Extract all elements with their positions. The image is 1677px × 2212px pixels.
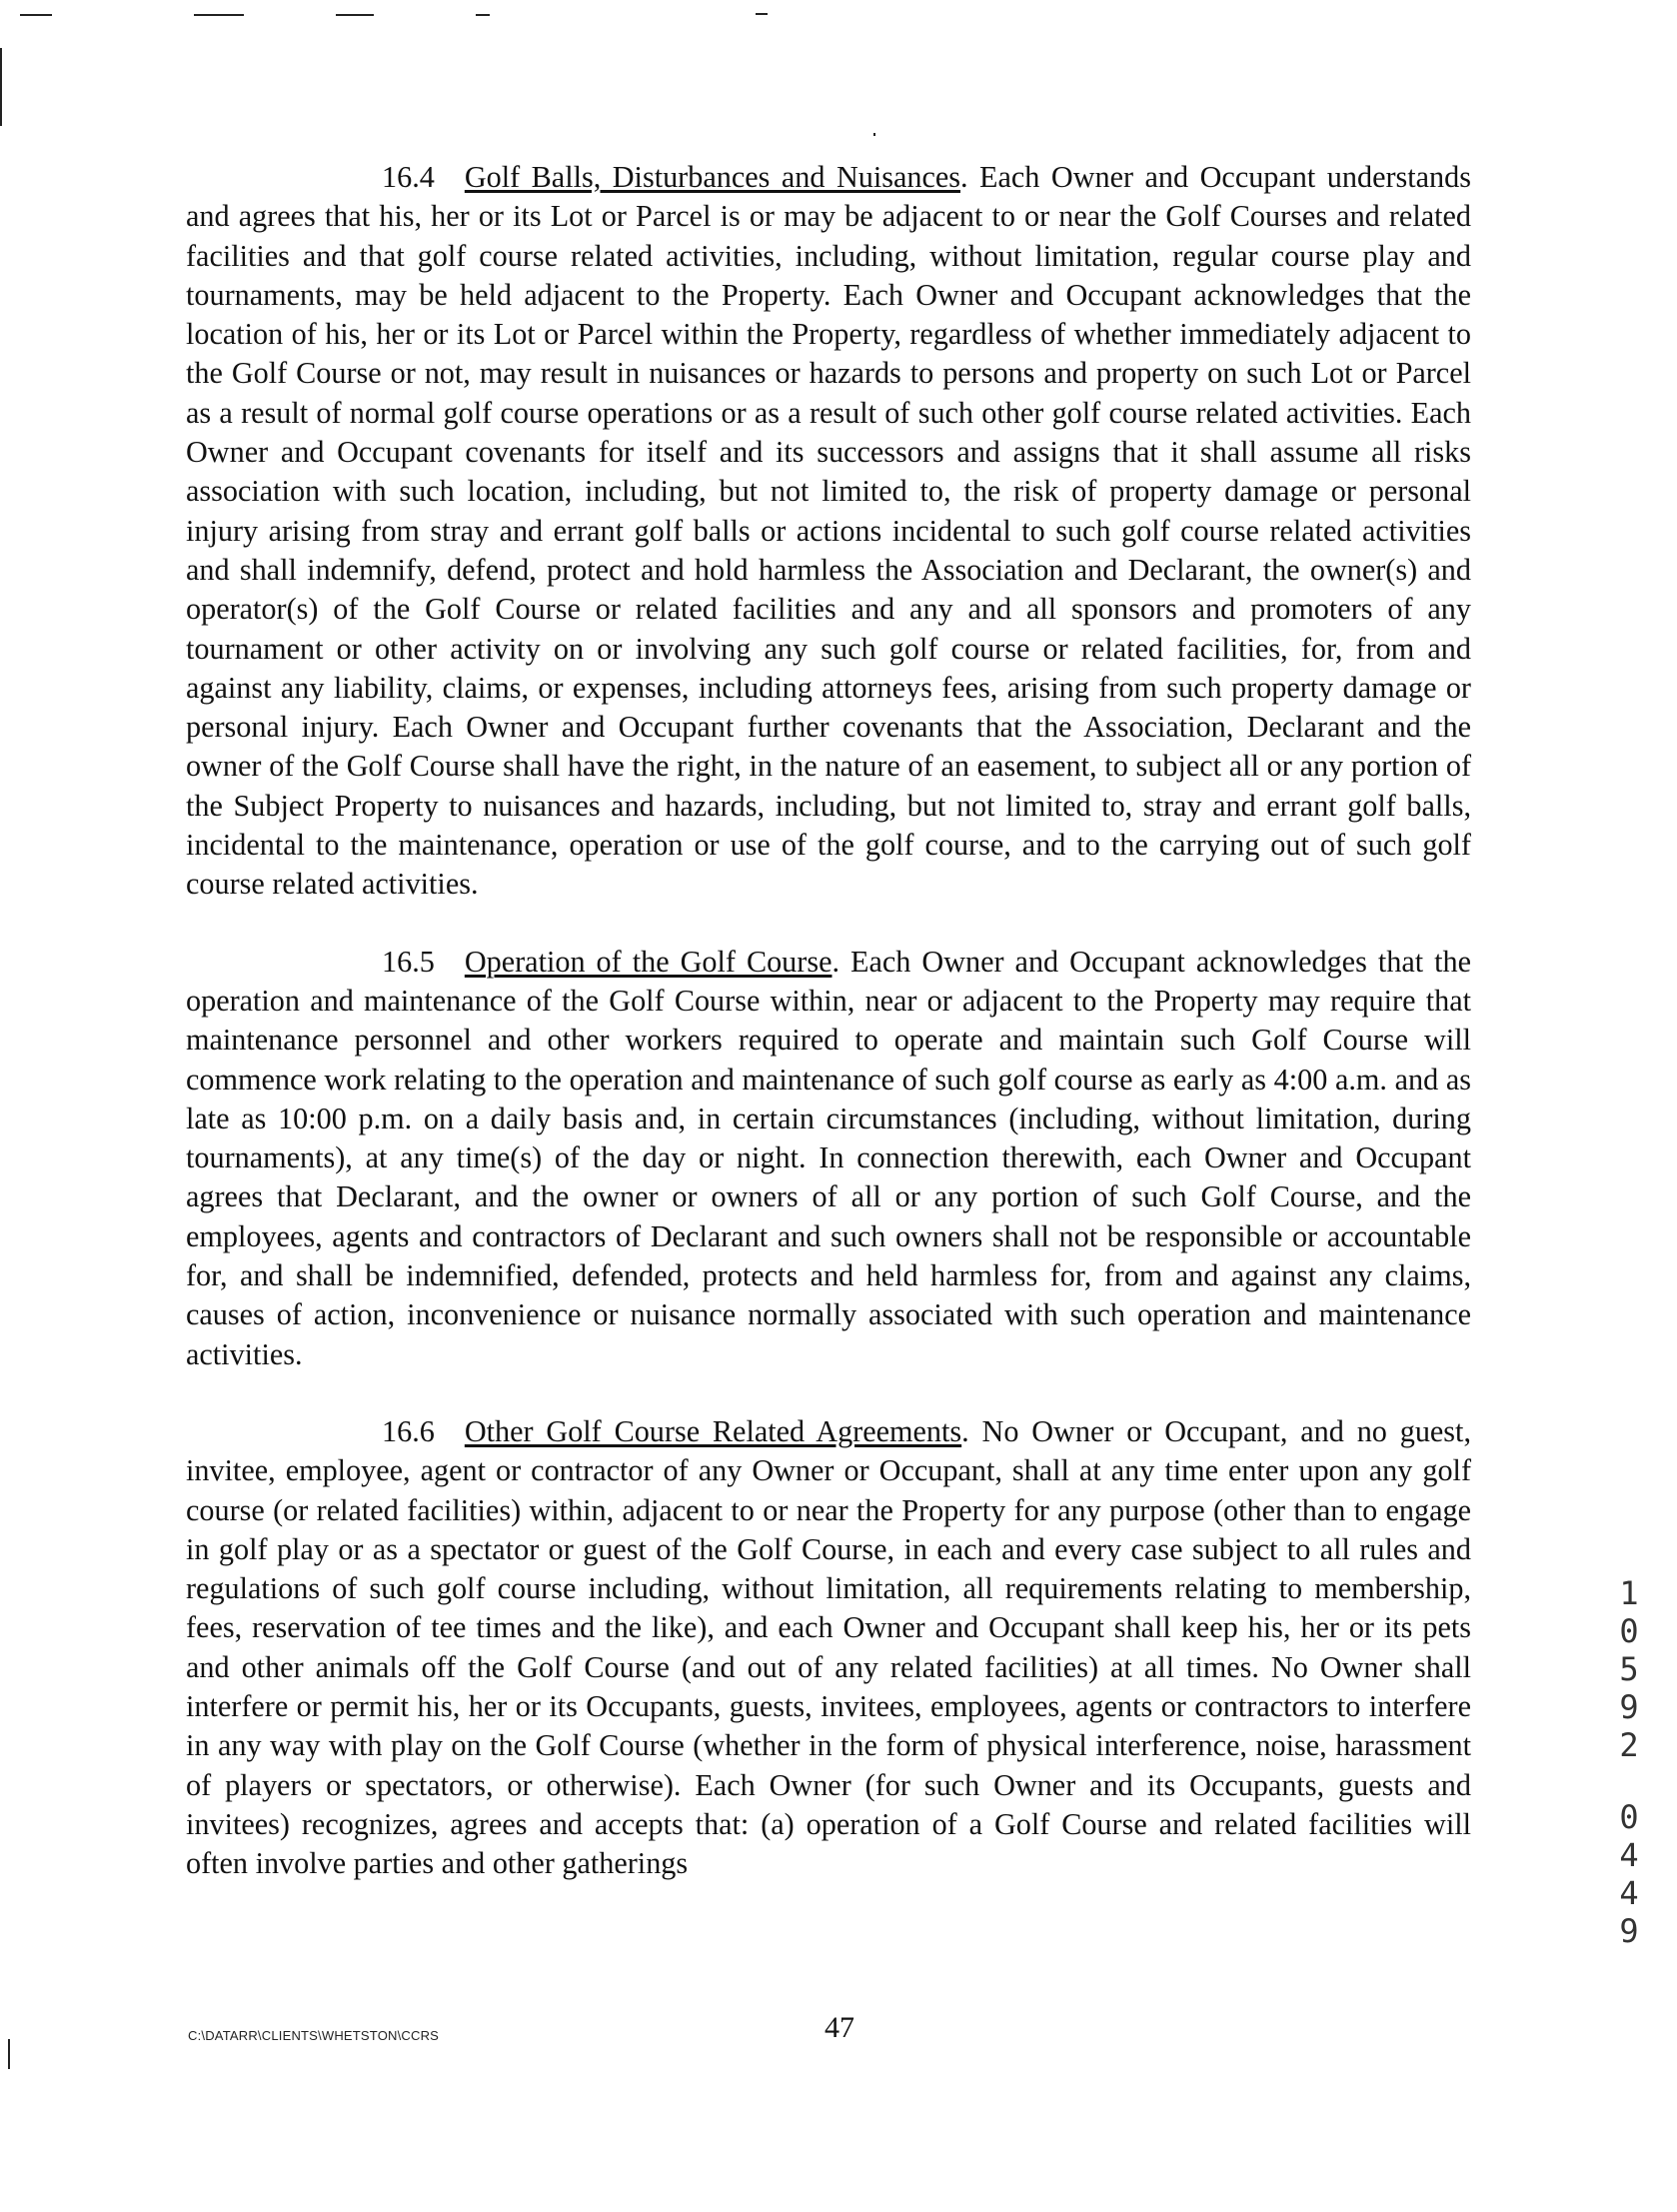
scan-artifact-line [476, 14, 490, 16]
section-16-4 [186, 158, 1471, 905]
section-heading: Other Golf Course Related Agreements [464, 1413, 962, 1448]
stamp-digit: 4 [1619, 1836, 1639, 1874]
stamp-digit: 5 [1619, 1650, 1639, 1688]
document-body [186, 158, 1471, 1883]
recording-stamp [1609, 1574, 1649, 1950]
scan-artifact-line [194, 14, 244, 16]
stamp-digit: 0 [1619, 1798, 1639, 1836]
page-number: 47 [825, 2011, 854, 2044]
stamp-digit: 4 [1619, 1874, 1639, 1912]
section-number: 16.6 [382, 1413, 435, 1448]
section-heading: Golf Balls, Disturbances and Nuisances [464, 160, 961, 194]
scan-artifact-edge [8, 2039, 10, 2069]
section-heading: Operation of the Golf Course [464, 944, 833, 979]
stamp-digit: 9 [1619, 1912, 1639, 1950]
section-text: . Each Owner and Occupant understands and agrees that his, her or its Lot or Parcel is or may be adjacent to or near the Golf Courses and related facilities and that golf course related activities, including, without limitation, regular course play and tournaments, may be held adjacent to the Property. Each Owner and Occupant acknowledges that the location of his, her or its Lot or Parcel within the Property, regardless of whether immediately adjacent to the Golf Course or not, may result in nuisances or hazards to persons and property on such Lot or Parcel as a result of normal golf course operations or as a result of such other golf course related activities. Each Owner and Occupant covenants for itself and its successors and assigns that it shall assume all risks association with such location, including, but not limited to, the risk of property damage or personal injury arising from stray and errant golf balls or actions incidental to such golf course related activities and shall indemnify, defend, protect and hold harmless the Association and Declarant, the owner(s) and operator(s) of the Golf Course or related facilities and any and all sponsors and promoters of any tournament or other activity on or involving any such golf course or related facilities, for, from and against any liability, claims, or expenses, including attorneys fees, arising from such property damage or personal injury. Each Owner and Occupant further covenants that the Association, Declarant and the owner of the Golf Course shall have the right, in the nature of an easement, to subject all or any portion of the Subject Property to nuisances and hazards, including, but not limited to, stray and errant golf balls, incidental to the maintenance, operation or use of the golf course, and to the carrying out of such golf course related activities. [186, 160, 1471, 902]
stamp-digit: 9 [1619, 1688, 1639, 1726]
section-number: 16.5 [382, 944, 435, 979]
scan-artifact-line [756, 13, 768, 15]
section-16-6 [186, 1412, 1471, 1884]
stamp-digit: 0 [1619, 1612, 1639, 1650]
section-text: . No Owner or Occupant, and no guest, invitee, employee, agent or contractor of any Owner or Occupant, shall at any time enter upon any golf course (or related facilities) within, adjacent to or near the Property for any purpose (other than to engage in golf play or as a spectator or guest of the Golf Course, in each and every case subject to all rules and regulations of such golf course including, without limitation, all requirements relating to membership, fees, reservation of tee times and the like), and each Owner and Occupant shall keep his, her or its pets and other animals off the Golf Course (and out of any related facilities) at all times. No Owner shall interfere or permit his, her or its Occupants, guests, invitees, employees, agents or contractors to interfere in any way with play on the Golf Course (whether in the form of physical interference, noise, harassment of players or spectators, or otherwise). Each Owner (for such Owner and its Occupants, guests and invitees) recognizes, agrees and accepts that: (a) operation of a Golf Course and related facilities will often involve parties and other gatherings [186, 1413, 1471, 1881]
stamp-digit: 1 [1619, 1574, 1639, 1612]
scan-artifact-dot [873, 133, 875, 136]
stamp-gap [1609, 1764, 1649, 1798]
scan-artifact-edge [0, 48, 2, 126]
section-text: . Each Owner and Occupant acknowledges that the operation and maintenance of the Golf Course within, near or adjacent to the Property may require that maintenance personnel and other workers required to operate and maintain such Golf Course will commence work relating to the operation and maintenance of such golf course as early as 4:00 a.m. and as late as 10:00 p.m. on a daily basis and, in certain circumstances (including, without limitation, during tournaments), at any time(s) of the day or night. In connection therewith, each Owner and Occupant agrees that Declarant, and the owner or owners of all or any portion of such Golf Course, and the employees, agents and contractors of Declarant and such owners shall not be responsible or accountable for, and shall be indemnified, defended, protects and held harmless for, from and against any claims, causes of action, inconvenience or nuisance normally associated with such operation and maintenance activities. [186, 944, 1472, 1371]
stamp-digit: 2 [1619, 1726, 1639, 1764]
scan-artifact-line [20, 14, 52, 16]
scan-artifact-line [336, 14, 374, 16]
section-number: 16.4 [382, 160, 435, 194]
footer-file-path: C:\DATARR\CLIENTS\WHETSTON\CCRS [188, 2028, 440, 2043]
section-16-5 [186, 943, 1471, 1374]
